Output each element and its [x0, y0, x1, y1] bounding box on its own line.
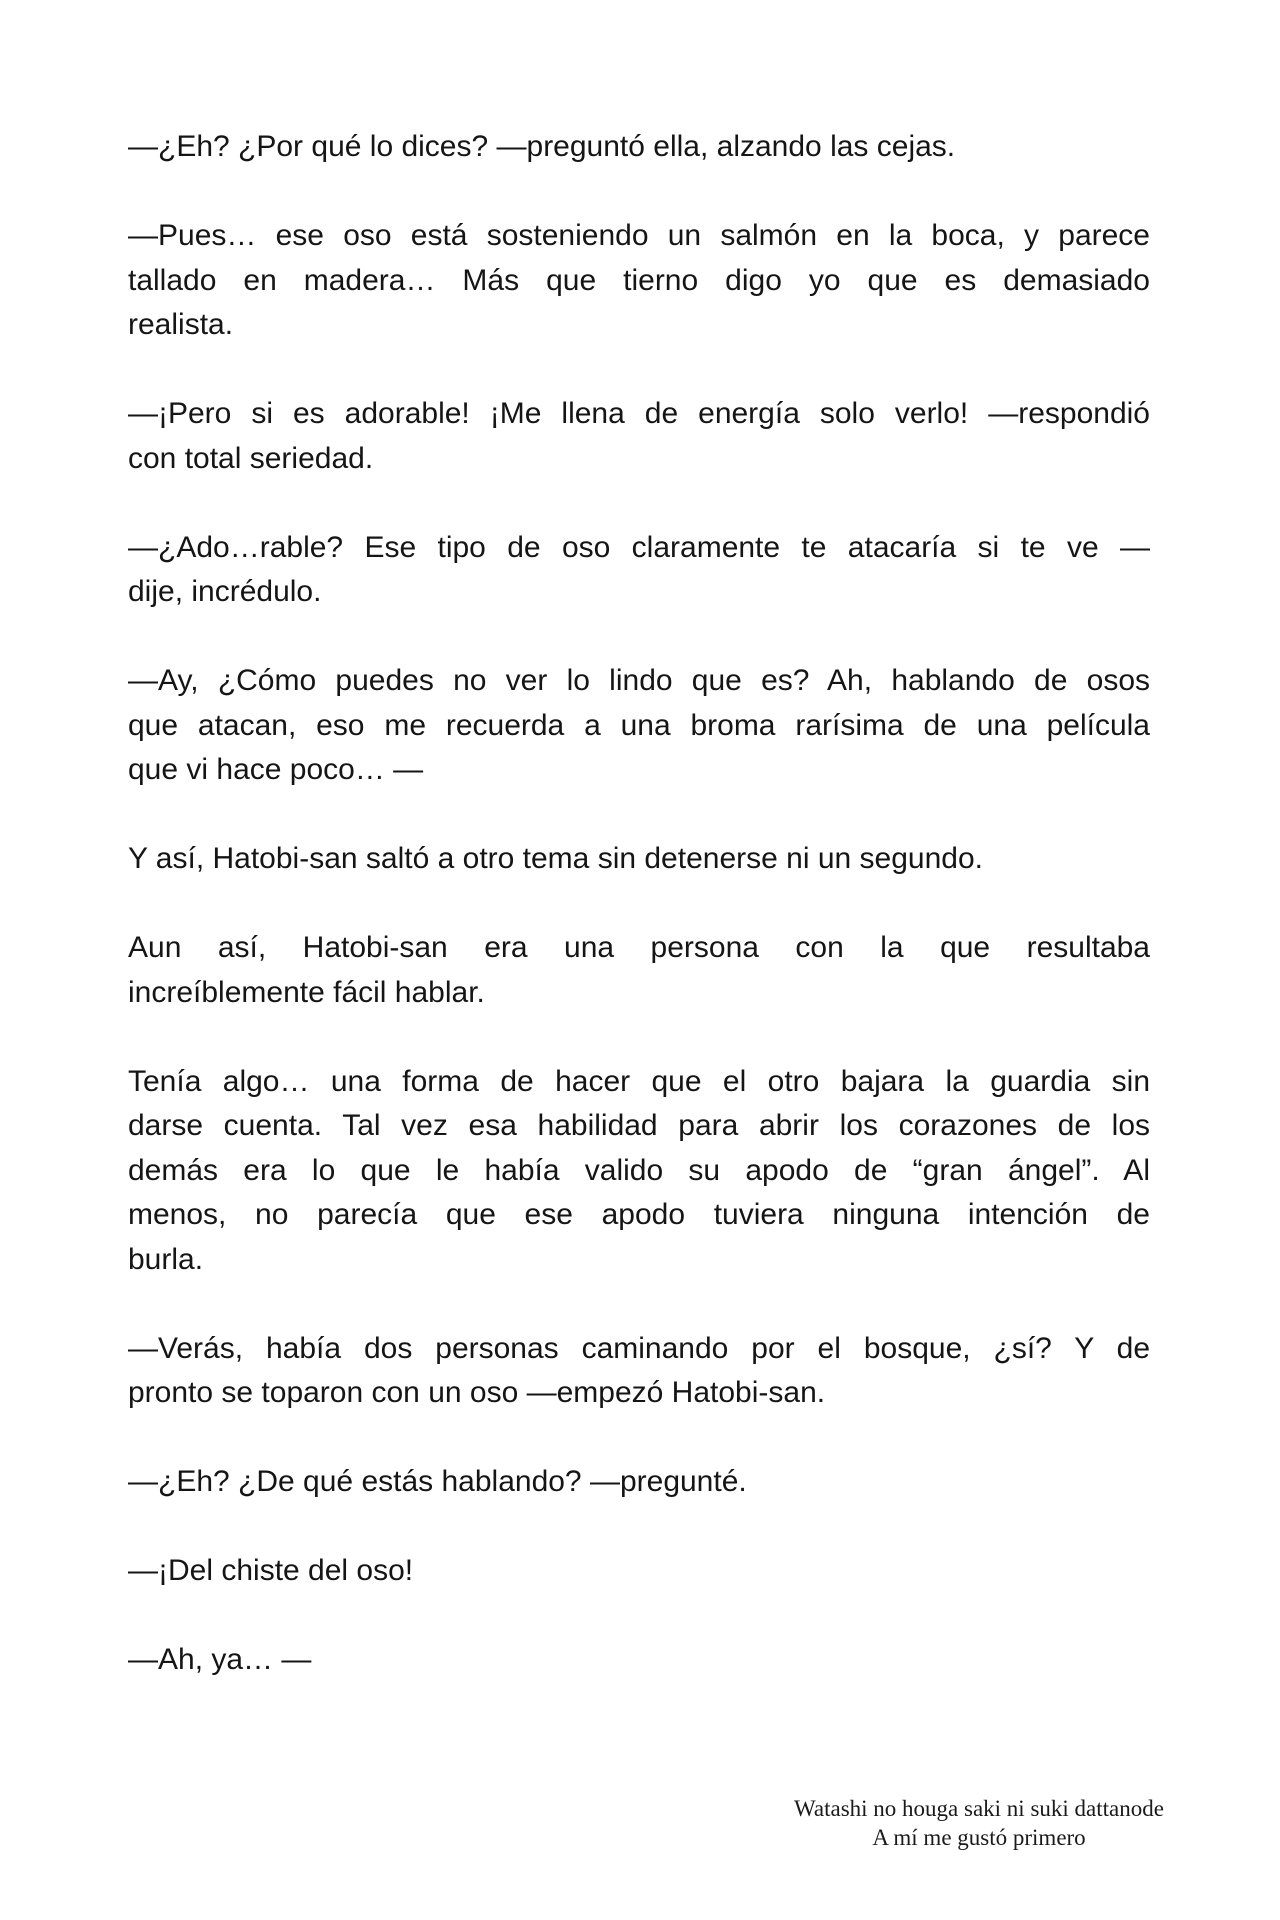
text-line: —Pues… ese oso está sosteniendo un salmón en la boca, y parece	[128, 219, 1150, 252]
text-line: con total seriedad.	[128, 441, 374, 475]
text-line: increíblemente fácil hablar.	[128, 975, 485, 1009]
paragraph-11	[128, 1549, 1150, 1594]
text-line: Tenía algo… una forma de hacer que el otro bajara la guardia sin	[128, 1064, 1150, 1098]
text-line: realista.	[128, 308, 234, 341]
footer-series-title: Watashi no houga saki ni suki dattanode	[794, 1796, 1164, 1821]
text-line: tallado en madera… Más que tierno digo yo que es demasiado	[128, 263, 1150, 297]
text-line: —Ah, ya… —	[128, 1643, 312, 1676]
paragraph-10	[128, 1460, 1150, 1505]
text-line: —¡Del chiste del oso!	[128, 1554, 414, 1587]
text-line: —Ay, ¿Cómo puedes no ver lo lindo que es? Ah, hablando de osos	[128, 664, 1150, 697]
footer-series-subtitle: A mí me gustó primero	[872, 1825, 1086, 1850]
page-footer	[729, 1794, 1229, 1852]
text-line: burla.	[128, 1242, 204, 1276]
text-line: Aun así, Hatobi-san era una persona con la que resultaba	[128, 931, 1150, 964]
paragraph-8	[128, 1060, 1150, 1283]
body-text	[128, 125, 1150, 1683]
paragraph-4	[128, 526, 1150, 615]
text-line: darse cuenta. Tal vez esa habilidad para abrir los corazones de los	[128, 1109, 1150, 1142]
text-line: —¿Eh? ¿Por qué lo dices? —preguntó ella, alzando las cejas.	[128, 130, 956, 163]
text-line: que vi hace poco… —	[128, 753, 424, 786]
paragraph-9	[128, 1327, 1150, 1416]
paragraph-2	[128, 214, 1150, 348]
paragraph-6	[128, 837, 1150, 882]
text-line: —¿Eh? ¿De qué estás hablando? —pregunté.	[128, 1465, 747, 1498]
paragraph-3	[128, 392, 1150, 481]
paragraph-12	[128, 1638, 1150, 1683]
text-line: —¡Pero si es adorable! ¡Me llena de energía solo verlo! —respondió	[128, 397, 1150, 430]
text-line: pronto se toparon con un oso —empezó Hatobi-san.	[128, 1376, 826, 1409]
paragraph-1	[128, 125, 1150, 170]
paragraph-5	[128, 659, 1150, 793]
text-line: —¿Ado…rable? Ese tipo de oso claramente te atacaría si te ve —	[128, 530, 1150, 564]
text-line: menos, no parecía que ese apodo tuviera ninguna intención de	[128, 1198, 1150, 1231]
text-line: demás era lo que le había valido su apodo de “gran ángel”. Al	[128, 1153, 1150, 1187]
text-line: —Verás, había dos personas caminando por el bosque, ¿sí? Y de	[128, 1331, 1150, 1365]
paragraph-7	[128, 926, 1150, 1015]
text-line: Y así, Hatobi-san saltó a otro tema sin detenerse ni un segundo.	[128, 842, 983, 875]
text-line: dije, incrédulo.	[128, 575, 322, 608]
text-line: que atacan, eso me recuerda a una broma rarísima de una película	[128, 708, 1150, 742]
